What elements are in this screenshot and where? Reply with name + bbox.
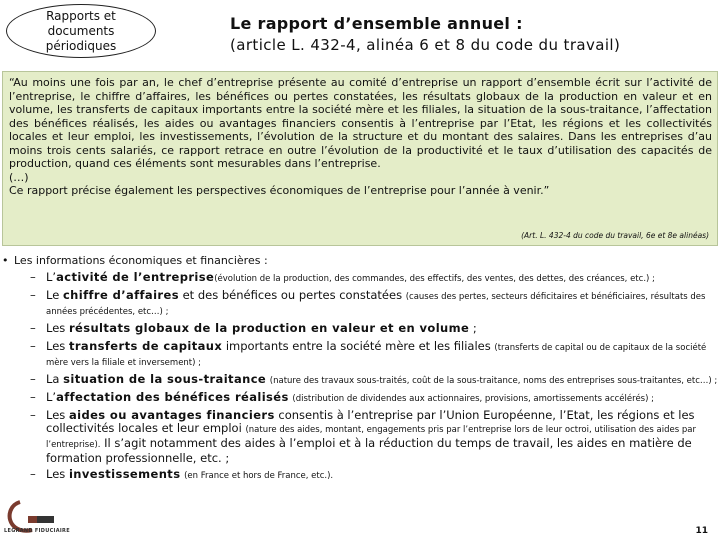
item-keyword: situation de la sous-traitance bbox=[63, 372, 267, 386]
page-subtitle: (article L. 432-4, alinéa 6 et 8 du code du travail) bbox=[230, 36, 621, 54]
dash-icon: – bbox=[30, 321, 36, 335]
item-prefix: Les bbox=[46, 321, 69, 335]
list-item bbox=[0, 322, 718, 337]
page-number: 11 bbox=[695, 526, 708, 536]
list-item bbox=[0, 289, 718, 319]
item-keyword: aides ou avantages financiers bbox=[68, 408, 275, 422]
list-item bbox=[0, 409, 718, 465]
dash-icon: – bbox=[30, 408, 36, 422]
list-item bbox=[0, 340, 718, 370]
item-text: ; bbox=[469, 321, 477, 335]
bullet-heading-suffix: : bbox=[260, 254, 268, 267]
quote-ellipsis: (…) bbox=[9, 170, 29, 184]
item-prefix: L’ bbox=[46, 270, 57, 284]
item-tail: Il s’agit notamment des aides à l’emploi et à la réduction du temps de travail, les aides en matière de formation professionnelle, etc. ; bbox=[46, 436, 692, 465]
dash-icon: – bbox=[30, 372, 36, 386]
quote-paragraph-1: “Au moins une fois par an, le chef d’entreprise présente au comité d’entreprise un rapport d’ensemble écrit sur l’activité de l’entreprise, le chiffre d’affaires, les bénéfices ou pertes constatées, les résultats globaux de la production en valeur et en volume, les transferts de capitaux importants entre la société mère et les filiales, la situation de la sous-traitance, l’affectation des bénéfices réalisés, les aides ou avantages financiers consentis à l’entreprise par l’Etat, les régions et les collectivités locales et leur emploi, les investissements, l’évolution de la structure et du montant des salaires. Dans les entreprises d’au moins trois cents salariés, ce rapport retrace en outre l’évolution de la productivité et le taux d’utilisation des capacités de production, quand ces éléments sont mesurables dans l’entreprise. bbox=[9, 76, 712, 170]
list-item bbox=[0, 468, 718, 483]
category-oval bbox=[6, 4, 156, 58]
dash-icon: – bbox=[30, 390, 36, 404]
item-detail: (nature des aides, montant, engagements pris par l’entreprise lors de leur octroi, utilisation des aides par l’entreprise). bbox=[46, 425, 696, 450]
oval-line-2: documents bbox=[47, 23, 115, 38]
item-text: et des bénéfices ou pertes constatées bbox=[178, 288, 406, 302]
list-item bbox=[0, 271, 718, 286]
logo-text: LEGRAND FIDUCIAIRE bbox=[4, 528, 70, 534]
list-item bbox=[0, 391, 718, 406]
item-keyword: investissements bbox=[68, 467, 181, 481]
item-prefix: Le bbox=[46, 288, 63, 302]
item-prefix: Les bbox=[46, 339, 69, 353]
item-detail: (distribution de dividendes aux actionnaires, provisions, amortissements accélérés) ; bbox=[292, 394, 654, 404]
item-text: importants entre la société mère et les filiales bbox=[222, 339, 495, 353]
legal-quote-box bbox=[2, 71, 718, 246]
item-text: consentis à l’entreprise par l’Union Européenne, l’Etat, les régions et les collectivités locales et leur emploi bbox=[46, 408, 695, 435]
item-keyword: transferts de capitaux bbox=[68, 339, 223, 353]
item-keyword: affectation des bénéfices réalisés bbox=[56, 390, 289, 404]
page-title: Le rapport d’ensemble annuel : bbox=[230, 14, 523, 33]
oval-line-1: Rapports et bbox=[46, 8, 116, 23]
oval-line-3: périodiques bbox=[45, 38, 117, 53]
item-keyword: résultats globaux de la production en valeur et en volume bbox=[68, 321, 470, 335]
bullet-heading-text: Les informations économiques et financières bbox=[14, 254, 261, 267]
item-prefix: Les bbox=[46, 467, 69, 481]
dash-icon: – bbox=[30, 270, 36, 284]
bullet-heading bbox=[2, 254, 718, 268]
dash-icon: – bbox=[30, 288, 36, 302]
item-prefix: Les bbox=[46, 408, 69, 422]
item-detail: (causes des pertes, secteurs déficitaires et bénéficiaires, résultats des années précédentes, etc…) ; bbox=[46, 292, 706, 317]
bullet-dot-icon: • bbox=[2, 254, 9, 267]
item-detail: (transferts de capital ou de capitaux de la société mère vers la filiale et inversement) ; bbox=[46, 343, 707, 368]
quote-paragraph-2: Ce rapport précise également les perspectives économiques de l’entreprise pour l’année à venir.” bbox=[9, 184, 550, 197]
item-prefix: L’ bbox=[46, 390, 57, 404]
item-keyword: chiffre d’affaires bbox=[62, 288, 179, 302]
quote-source: (Art. L. 432-4 du code du travail, 6e et 8e alinéas) bbox=[521, 231, 709, 240]
item-prefix: La bbox=[46, 372, 64, 386]
dash-icon: – bbox=[30, 467, 36, 481]
item-detail: (évolution de la production, des commandes, des effectifs, des ventes, des dettes, des créances, etc.) ; bbox=[214, 274, 655, 284]
item-keyword: activité de l’entreprise bbox=[56, 270, 215, 284]
list-item bbox=[0, 373, 718, 388]
item-detail: (en France et hors de France, etc.). bbox=[184, 471, 334, 481]
item-detail: (nature des travaux sous-traités, coût de la sous-traitance, noms des entreprises sous-traitantes, etc…) ; bbox=[269, 376, 718, 386]
bullet-list bbox=[0, 254, 718, 483]
dash-icon: – bbox=[30, 339, 36, 353]
